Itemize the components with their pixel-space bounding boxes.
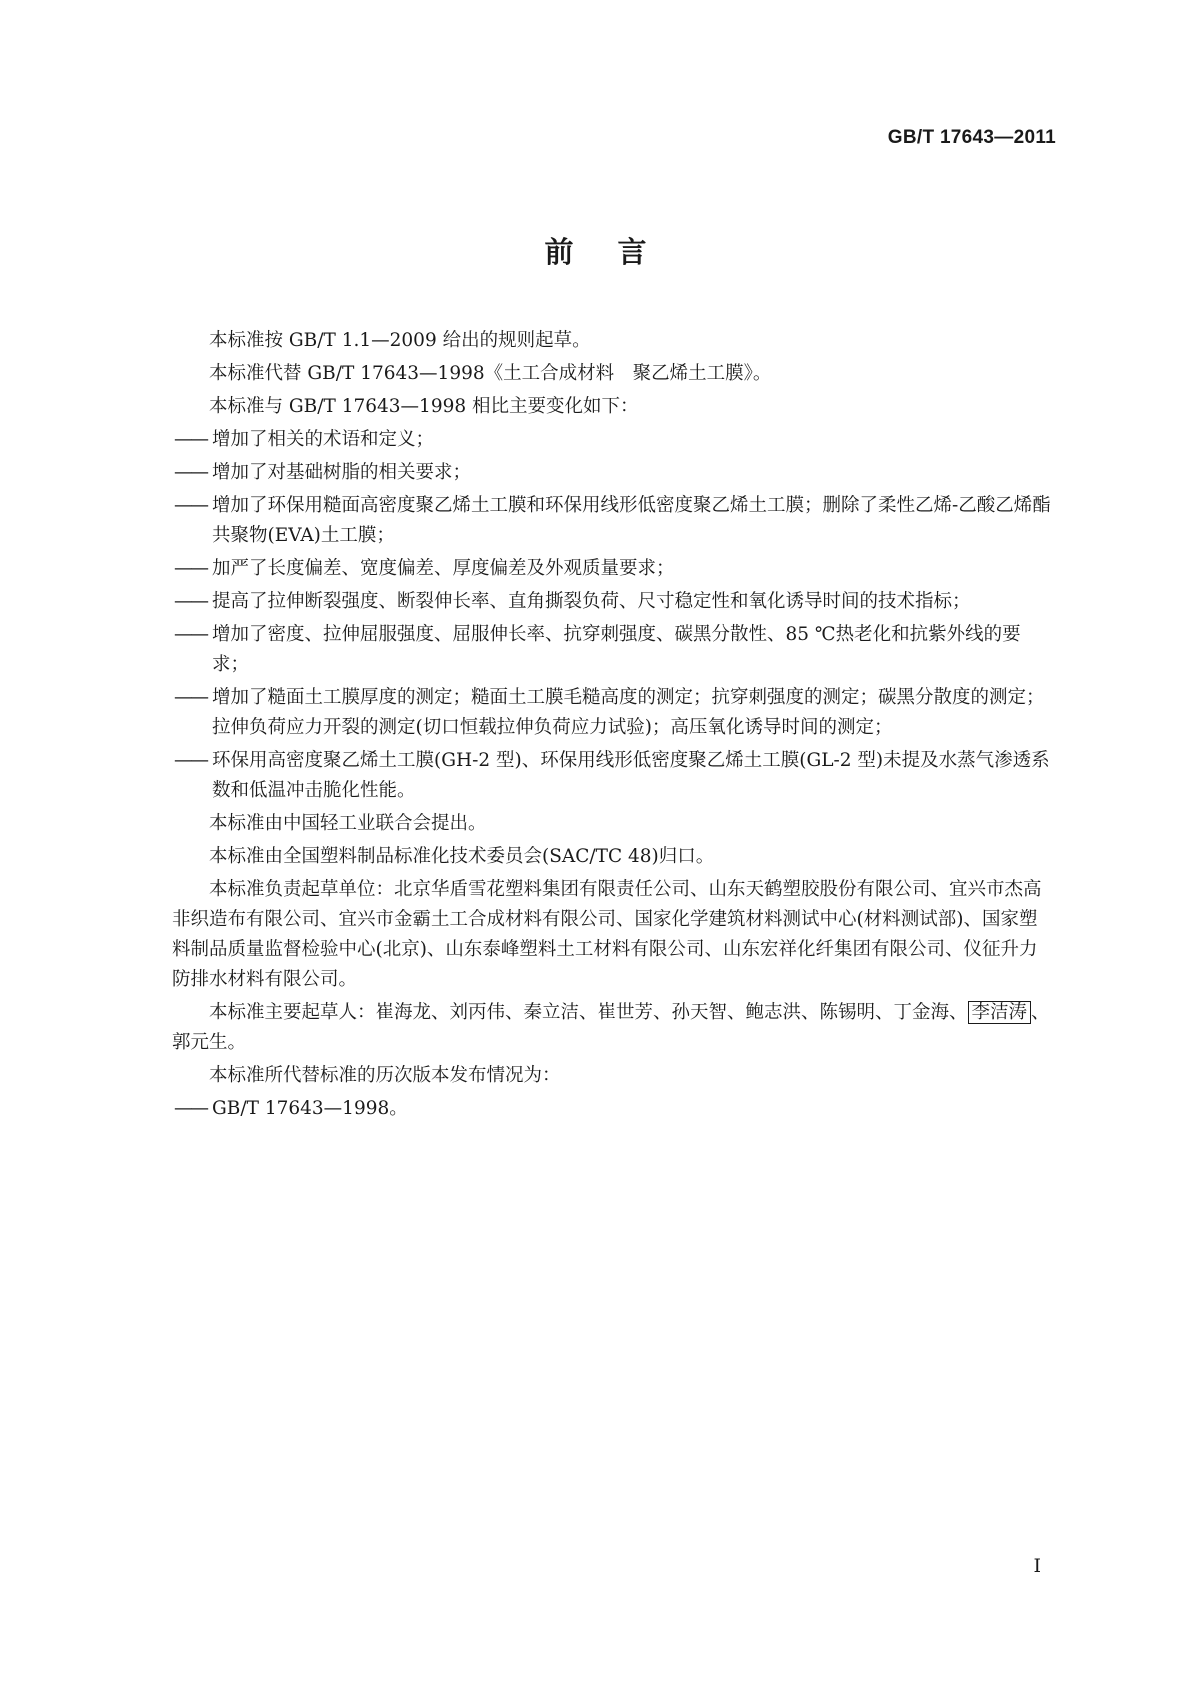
dash-marker: —— [174,687,207,708]
paragraph-history-intro: 本标准所代替标准的历次版本发布情况为： [209,1065,561,1086]
change-item [172,620,1052,680]
dash-marker: —— [174,462,207,483]
standard-code: GB/T 17643—2011 [887,127,1056,148]
change-item-text: 提高了拉伸断裂强度、断裂伸长率、直角撕裂负荷、尺寸稳定性和氧化诱导时间的技术指标； [212,591,971,612]
dash-marker: —— [174,1098,207,1119]
paragraph-drafting-units: 本标准负责起草单位：北京华盾雪花塑料集团有限责任公司、山东天鹤塑胶股份有限公司、宜兴市杰高非织造布有限公司、宜兴市金霸土工合成材料有限公司、国家化学建筑材料测试中心(材料测试部)、国家塑料制品质量监督检验中心(北京)、山东泰峰塑料土工材料有限公司、山东宏祥化纤集团有限公司、仪征升力防排水材料有限公司。 [172,879,1042,990]
dash-marker: —— [174,429,207,450]
paragraph-drafters [172,998,1052,1058]
history-item-text: GB/T 17643—1998。 [212,1098,408,1119]
dash-marker: —— [174,624,207,645]
change-item-text: 增加了糙面土工膜厚度的测定；糙面土工膜毛糙高度的测定；抗穿刺强度的测定；碳黑分散度的测定；拉伸负荷应力开裂的测定(切口恒载拉伸负荷应力试验)；高压氧化诱导时间的测定； [212,687,1045,738]
change-item-text: 增加了相关的术语和定义； [212,429,435,450]
change-item [172,587,1052,617]
page-number: I [1033,1555,1041,1577]
dash-marker: —— [174,591,207,612]
change-item-text: 增加了对基础树脂的相关要求； [212,462,472,483]
dash-marker: —— [174,750,207,771]
paragraph-proposed-by: 本标准由中国轻工业联合会提出。 [209,813,487,834]
dash-marker: —— [174,495,207,516]
page-title: 前言 [544,235,691,269]
change-item [172,683,1052,743]
change-item-text: 环保用高密度聚乙烯土工膜(GH-2 型)、环保用线形低密度聚乙烯土工膜(GL-2 型)未提及水蒸气渗透系数和低温冲击脆化性能。 [212,750,1050,801]
change-item [172,458,1052,488]
change-item [172,554,1052,584]
change-item-text: 加严了长度偏差、宽度偏差、厚度偏差及外观质量要求； [212,558,675,579]
drafters-suffix: 、郭元生。 [172,1002,1050,1053]
change-item-text: 增加了环保用糙面高密度聚乙烯土工膜和环保用线形低密度聚乙烯土工膜；删除了柔性乙烯-乙酸乙烯酯共聚物(EVA)土工膜； [212,495,1051,546]
paragraph-changes-intro: 本标准与 GB/T 17643—1998 相比主要变化如下： [209,396,639,417]
boxed-drafter-name: 李洁涛 [968,1001,1032,1024]
history-item [172,1094,1052,1124]
change-item-text: 增加了密度、拉伸屈服强度、屈服伸长率、抗穿刺强度、碳黑分散性、85 ℃热老化和抗紫外线的要求； [212,624,1021,675]
change-item [172,425,1052,455]
paragraph-drafting-rules: 本标准按 GB/T 1.1—2009 给出的规则起草。 [209,330,591,351]
change-item [172,746,1052,806]
drafters-prefix: 本标准主要起草人：崔海龙、刘丙伟、秦立洁、崔世芳、孙天智、鲍志洪、陈锡明、丁金海、 [209,1002,968,1023]
paragraph-replaces: 本标准代替 GB/T 17643—1998《土工合成材料 聚乙烯土工膜》。 [209,363,772,384]
foreword-body [172,326,1052,1127]
paragraph-centralized-by: 本标准由全国塑料制品标准化技术委员会(SAC/TC 48)归口。 [209,846,715,867]
dash-marker: —— [174,558,207,579]
change-item [172,491,1052,551]
